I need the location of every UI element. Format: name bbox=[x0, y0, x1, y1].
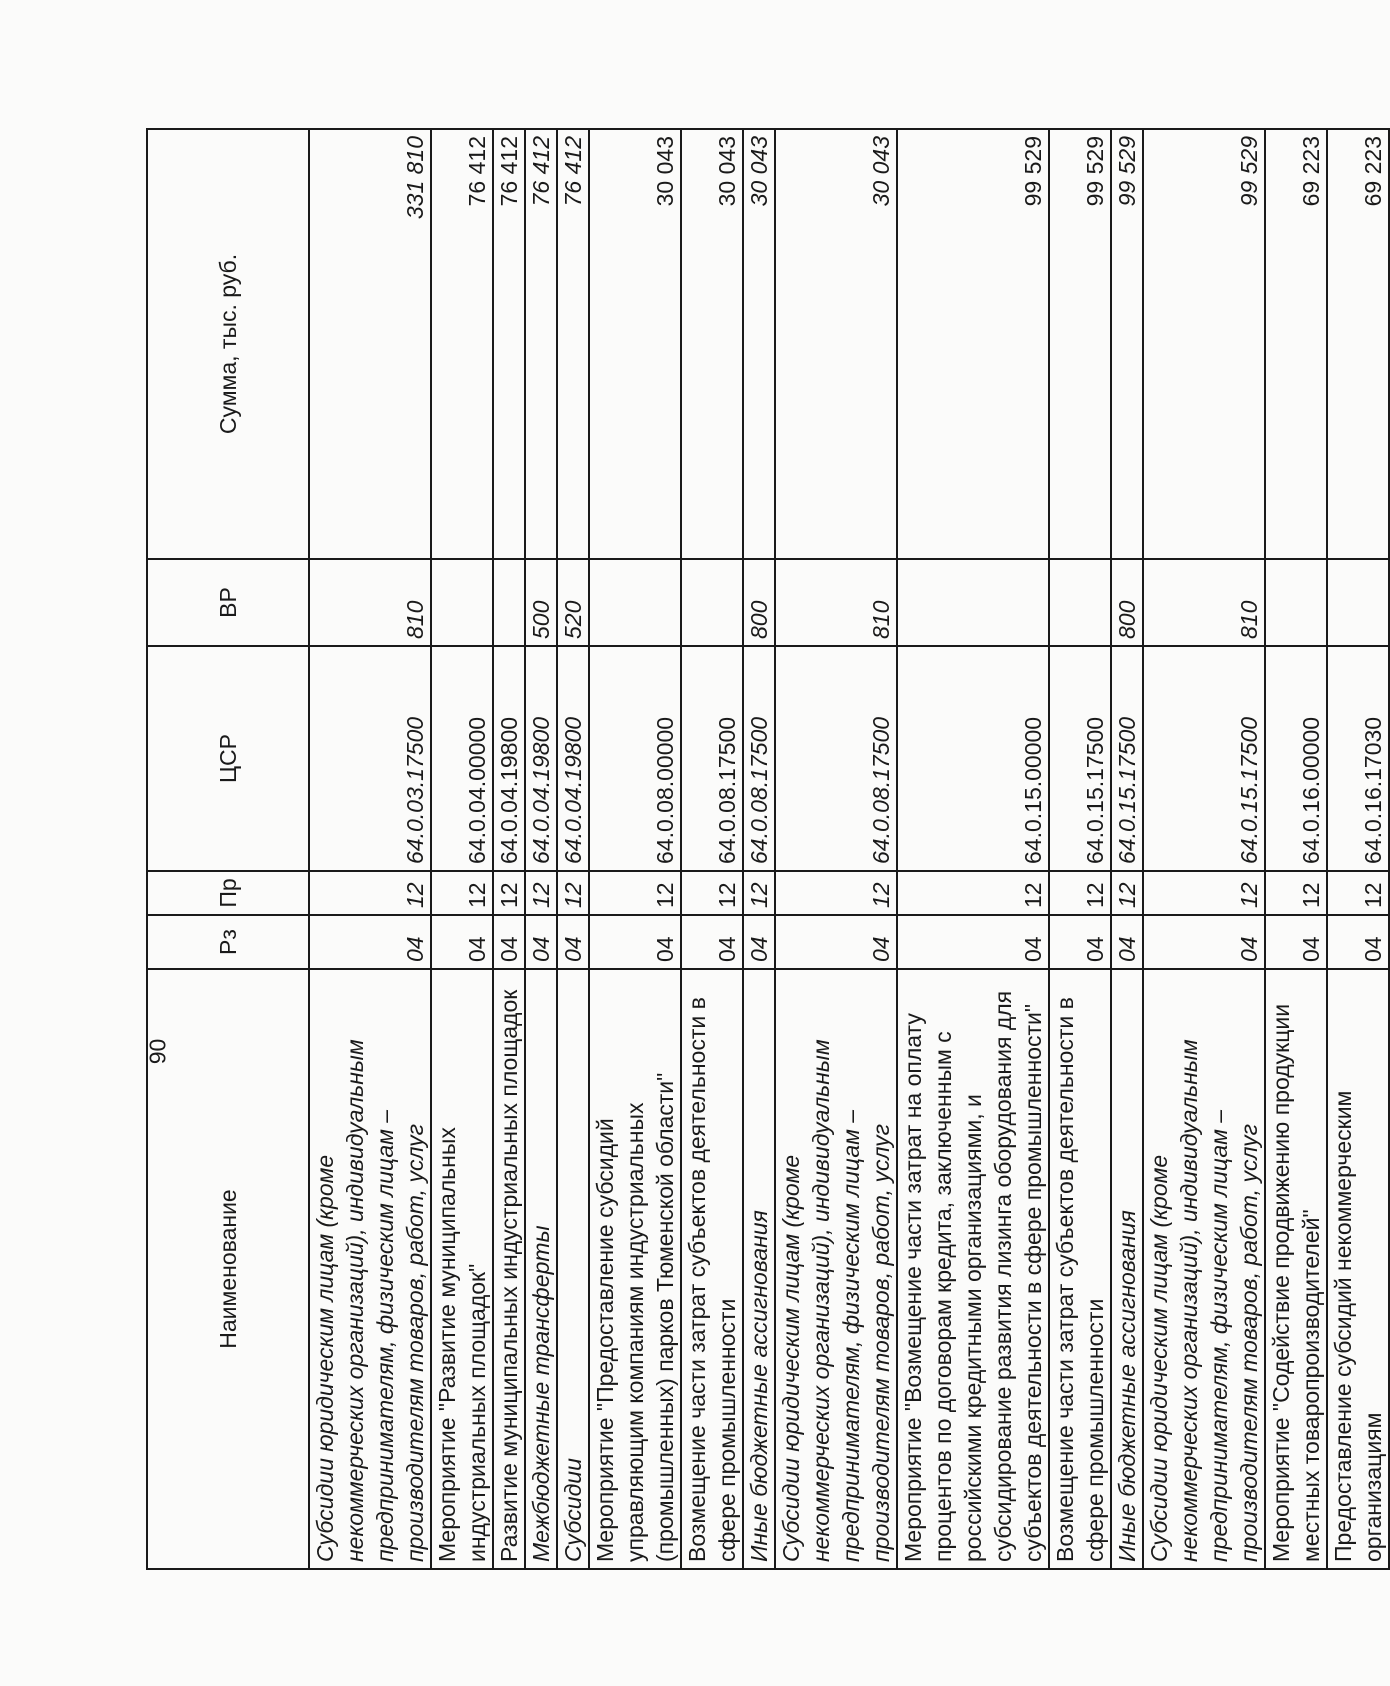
row-csr: 64.0.08.00000 bbox=[589, 646, 681, 871]
header-name: Наименование bbox=[147, 969, 309, 1569]
row-name: Мероприятие "Предоставление субсидий управляющим компаниям индустриальных (промышленных) парков Тюменской области" bbox=[589, 969, 681, 1569]
row-vr bbox=[681, 559, 743, 646]
row-sum: 76 412 bbox=[525, 129, 557, 559]
row-pr: 12 bbox=[1049, 871, 1111, 915]
budget-table-container bbox=[146, 130, 1386, 1570]
row-sum: 69 223 bbox=[1327, 129, 1389, 559]
row-csr: 64.0.08.17500 bbox=[681, 646, 743, 871]
row-csr: 64.0.08.17500 bbox=[743, 646, 775, 871]
row-pr: 12 bbox=[431, 871, 493, 915]
row-rz: 04 bbox=[681, 915, 743, 969]
row-rz: 04 bbox=[1143, 915, 1265, 969]
row-vr bbox=[589, 559, 681, 646]
row-rz: 04 bbox=[557, 915, 589, 969]
row-sum: 331 810 bbox=[309, 129, 431, 559]
row-rz: 04 bbox=[1265, 915, 1327, 969]
row-csr: 64.0.15.17500 bbox=[1143, 646, 1265, 871]
row-name: Возмещение части затрат субъектов деятельности в сфере промышленности bbox=[681, 969, 743, 1569]
header-pr: Пр bbox=[147, 871, 309, 915]
row-sum: 30 043 bbox=[775, 129, 897, 559]
row-csr: 64.0.03.17500 bbox=[309, 646, 431, 871]
row-sum: 69 223 bbox=[1265, 129, 1327, 559]
row-vr: 810 bbox=[309, 559, 431, 646]
row-rz: 04 bbox=[1111, 915, 1143, 969]
row-pr: 12 bbox=[309, 871, 431, 915]
row-rz: 04 bbox=[309, 915, 431, 969]
row-rz: 04 bbox=[589, 915, 681, 969]
row-name: Развитие муниципальных индустриальных площадок bbox=[493, 969, 525, 1569]
row-pr: 12 bbox=[1143, 871, 1265, 915]
row-name: Предоставление субсидий некоммерческим организациям bbox=[1327, 969, 1389, 1569]
row-pr: 12 bbox=[897, 871, 1049, 915]
row-sum: 99 529 bbox=[1049, 129, 1111, 559]
row-pr: 12 bbox=[1265, 871, 1327, 915]
row-name: Мероприятие "Возмещение части затрат на оплату процентов по договорам кредита, заключенным с российскими кредитными организациями, и субсидирование развития лизинга оборудования для субъектов деятельности в сфере промышленности" bbox=[897, 969, 1049, 1569]
row-sum: 76 412 bbox=[557, 129, 589, 559]
table-row bbox=[1111, 129, 1143, 1569]
row-csr: 64.0.04.00000 bbox=[431, 646, 493, 871]
row-rz: 04 bbox=[493, 915, 525, 969]
row-name: Иные бюджетные ассигнования bbox=[743, 969, 775, 1569]
row-csr: 64.0.16.17030 bbox=[1327, 646, 1389, 871]
row-sum: 30 043 bbox=[681, 129, 743, 559]
row-vr bbox=[431, 559, 493, 646]
row-sum: 99 529 bbox=[897, 129, 1049, 559]
row-rz: 04 bbox=[1049, 915, 1111, 969]
row-csr: 64.0.16.00000 bbox=[1265, 646, 1327, 871]
row-csr: 64.0.15.17500 bbox=[1111, 646, 1143, 871]
row-name: Возмещение части затрат субъектов деятельности в сфере промышленности bbox=[1049, 969, 1111, 1569]
row-rz: 04 bbox=[431, 915, 493, 969]
table-row bbox=[1327, 129, 1389, 1569]
row-rz: 04 bbox=[743, 915, 775, 969]
page-number: 90 bbox=[144, 1038, 171, 1065]
row-sum: 99 529 bbox=[1143, 129, 1265, 559]
table-row bbox=[1265, 129, 1327, 1569]
budget-table bbox=[146, 128, 1390, 1570]
table-row bbox=[493, 129, 525, 1569]
table-row bbox=[1049, 129, 1111, 1569]
header-vr: ВР bbox=[147, 559, 309, 646]
row-vr: 520 bbox=[557, 559, 589, 646]
table-row bbox=[431, 129, 493, 1569]
row-rz: 04 bbox=[775, 915, 897, 969]
header-csr: ЦСР bbox=[147, 646, 309, 871]
row-csr: 64.0.08.17500 bbox=[775, 646, 897, 871]
row-rz: 04 bbox=[1327, 915, 1389, 969]
row-vr bbox=[897, 559, 1049, 646]
row-name: Межбюджетные трансферты bbox=[525, 969, 557, 1569]
row-csr: 64.0.04.19800 bbox=[557, 646, 589, 871]
row-vr bbox=[1327, 559, 1389, 646]
table-row bbox=[775, 129, 897, 1569]
table-row bbox=[1143, 129, 1265, 1569]
table-row bbox=[589, 129, 681, 1569]
row-pr: 12 bbox=[743, 871, 775, 915]
row-sum: 99 529 bbox=[1111, 129, 1143, 559]
row-csr: 64.0.04.19800 bbox=[493, 646, 525, 871]
row-sum: 76 412 bbox=[493, 129, 525, 559]
row-pr: 12 bbox=[493, 871, 525, 915]
row-vr: 810 bbox=[775, 559, 897, 646]
table-row bbox=[897, 129, 1049, 1569]
table-row bbox=[309, 129, 431, 1569]
row-vr bbox=[1265, 559, 1327, 646]
header-rz: Рз bbox=[147, 915, 309, 969]
row-vr: 810 bbox=[1143, 559, 1265, 646]
row-pr: 12 bbox=[1327, 871, 1389, 915]
row-vr bbox=[1049, 559, 1111, 646]
row-vr: 800 bbox=[743, 559, 775, 646]
row-csr: 64.0.15.17500 bbox=[1049, 646, 1111, 871]
row-pr: 12 bbox=[1111, 871, 1143, 915]
row-rz: 04 bbox=[897, 915, 1049, 969]
row-name: Субсидии bbox=[557, 969, 589, 1569]
row-sum: 76 412 bbox=[431, 129, 493, 559]
table-row bbox=[525, 129, 557, 1569]
row-pr: 12 bbox=[589, 871, 681, 915]
row-pr: 12 bbox=[525, 871, 557, 915]
table-header-row bbox=[147, 129, 309, 1569]
row-name: Субсидии юридическим лицам (кроме некоммерческих организаций), индивидуальным предпринимателям, физическим лицам – производителям товаров, работ, услуг bbox=[775, 969, 897, 1569]
row-csr: 64.0.15.00000 bbox=[897, 646, 1049, 871]
row-name: Мероприятие "Содействие продвижению продукции местных товаропроизводителей" bbox=[1265, 969, 1327, 1569]
row-name: Субсидии юридическим лицам (кроме некоммерческих организаций), индивидуальным предпринимателям, физическим лицам – производителям товаров, работ, услуг bbox=[1143, 969, 1265, 1569]
row-vr: 800 bbox=[1111, 559, 1143, 646]
row-sum: 30 043 bbox=[589, 129, 681, 559]
row-name: Иные бюджетные ассигнования bbox=[1111, 969, 1143, 1569]
row-name: Мероприятие "Развитие муниципальных индустриальных площадок" bbox=[431, 969, 493, 1569]
row-vr: 500 bbox=[525, 559, 557, 646]
row-pr: 12 bbox=[681, 871, 743, 915]
row-csr: 64.0.04.19800 bbox=[525, 646, 557, 871]
table-row bbox=[743, 129, 775, 1569]
row-pr: 12 bbox=[775, 871, 897, 915]
row-pr: 12 bbox=[557, 871, 589, 915]
row-rz: 04 bbox=[525, 915, 557, 969]
row-vr bbox=[493, 559, 525, 646]
row-sum: 30 043 bbox=[743, 129, 775, 559]
table-row bbox=[681, 129, 743, 1569]
row-name: Субсидии юридическим лицам (кроме некоммерческих организаций), индивидуальным предпринимателям, физическим лицам – производителям товаров, работ, услуг bbox=[309, 969, 431, 1569]
header-sum: Сумма, тыс. руб. bbox=[147, 129, 309, 559]
table-row bbox=[557, 129, 589, 1569]
